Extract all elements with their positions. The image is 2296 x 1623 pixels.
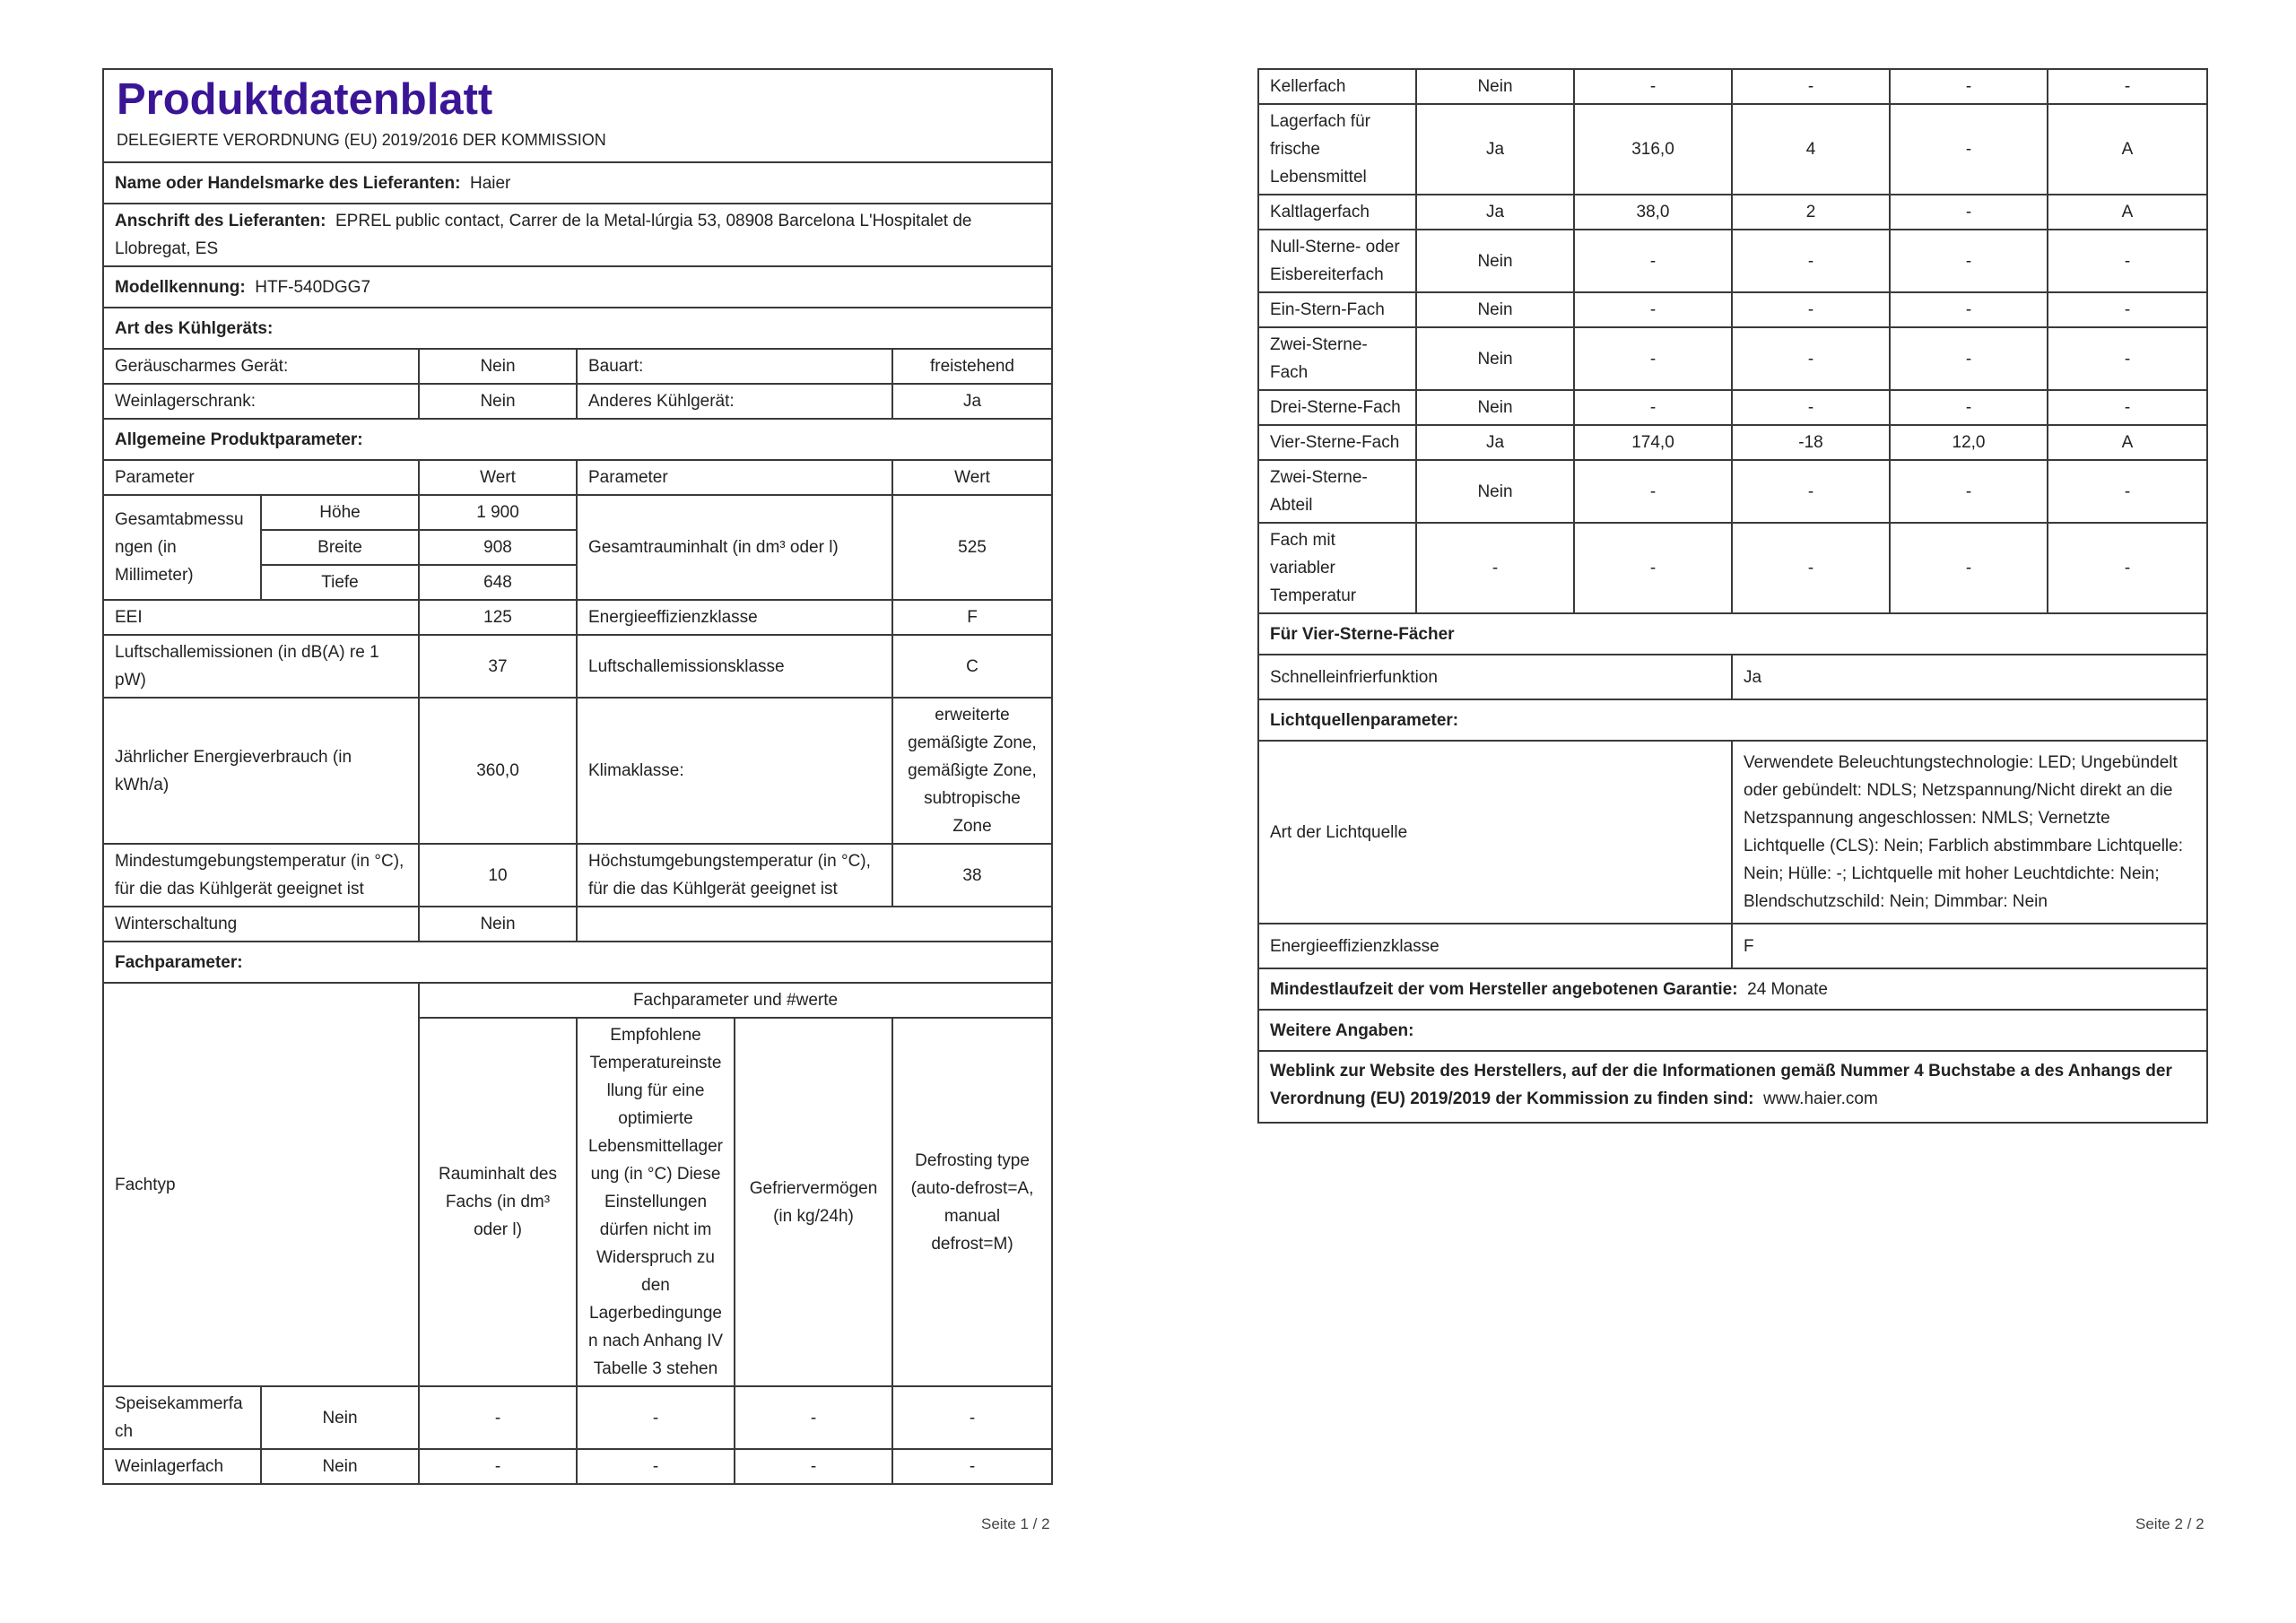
compartment-temp: - [1732,327,1890,390]
light-type-value: Verwendete Beleuchtungstechnologie: LED; Ungebündelt oder gebündelt: NDLS; Netzspannung/Nicht direkt an die Netzspannung angeschlossen: NMLS; Vernetzte Lichtquelle (CLS): Nein; Farblich abstimmbare Lichtquelle: Nein; Hülle: -; Lichtquelle mit hoher Leuchtdichte: Nein; Blendschutzschild: Nein; Dimmbar: Nein [1732,741,2207,924]
min-temp-label: Mindestumgebungstemperatur (in °C), für die das Kühlgerät geeignet ist [103,844,419,907]
compartment-temp: - [1732,69,1890,104]
warranty-row [1258,968,2207,1010]
compartment-temp: 4 [1732,104,1890,195]
compartment-volume: 174,0 [1574,425,1732,460]
compartment-name: Kaltlagerfach [1258,195,1416,230]
address-row [103,204,1052,266]
supplier-value: Haier [469,173,511,193]
energy-consumption-label: Jährlicher Energieverbrauch (in kWh/a) [103,698,419,844]
climate-class-label: Klimaklasse: [577,698,892,844]
datasheet-table-page-1 [102,68,1053,1485]
compartment-temp: - [1732,230,1890,292]
header-cell [103,69,1052,162]
compartment-defrost: - [2048,69,2207,104]
noise-class-label: Luftschallemissionsklasse [577,635,892,698]
compartment-volume: - [1574,69,1732,104]
compartment-defrost: - [2048,523,2207,613]
table-row [1258,69,2207,104]
min-temp-value: 10 [419,844,577,907]
compartment-volume: - [419,1386,577,1449]
compartment-freeze: - [1890,195,2048,230]
width-value: 908 [419,530,577,565]
warranty-label: Mindestlaufzeit der vom Hersteller angebotenen Garantie: [1270,979,1738,999]
climate-class-value: erweiterte gemäßigte Zone, gemäßigte Zone, subtropische Zone [892,698,1052,844]
compartment-group-header: Fachparameter und #werte [419,983,1052,1018]
table-row [1258,523,2207,613]
type-value: Nein [419,349,577,384]
type-value: freistehend [892,349,1052,384]
compartment-present: Ja [1416,104,1574,195]
compartment-volume: - [1574,230,1732,292]
compartment-volume: - [1574,390,1732,425]
supplier-label: Name oder Handelsmarke des Lieferanten: [115,173,461,193]
compartment-temp: - [1732,390,1890,425]
compartment-name: Null-Sterne- oder Eisbereiterfach [1258,230,1416,292]
defrost-type-header: Defrosting type (auto-defrost=A, manual defrost=M) [892,1018,1052,1386]
compartment-name: Zwei-Sterne-Abteil [1258,460,1416,523]
type-row [103,349,1052,384]
compartment-present: Ja [1416,425,1574,460]
compartment-name: Zwei-Sterne-Fach [1258,327,1416,390]
compartment-name: Weinlagerfach [103,1449,261,1484]
type-value: Nein [419,384,577,419]
warranty-value: 24 Monate [1747,979,1828,999]
compartment-volume: 38,0 [1574,195,1732,230]
compartment-freeze: - [1890,292,2048,327]
energy-consumption-value: 360,0 [419,698,577,844]
model-row [103,266,1052,308]
weblink-value[interactable]: www.haier.com [1763,1089,1878,1108]
compartment-temp: -18 [1732,425,1890,460]
compartment-defrost: A [2048,195,2207,230]
compartment-present: Nein [1416,390,1574,425]
weblink-row [1258,1051,2207,1123]
table-row [1258,230,2207,292]
compartment-present: - [1416,523,1574,613]
height-label: Höhe [261,495,419,530]
compartment-name: Lagerfach für frische Lebensmittel [1258,104,1416,195]
compartment-name: Speisekammerfach [103,1386,261,1449]
compartment-volume: - [1574,523,1732,613]
model-label: Modellkennung: [115,277,246,297]
compartment-name: Drei-Sterne-Fach [1258,390,1416,425]
compartment-volume: - [419,1449,577,1484]
compartment-freeze: - [1890,390,2048,425]
compartment-present: Nein [1416,327,1574,390]
winter-label: Winterschaltung [103,907,419,942]
max-temp-label: Höchstumgebungstemperatur (in °C), für die das Kühlgerät geeignet ist [577,844,892,907]
compartment-freeze: - [735,1386,892,1449]
table-row [103,1386,1052,1449]
compartment-temp: - [1732,292,1890,327]
value-header: Wert [419,460,577,495]
appliance-type-heading: Art des Kühlgeräts: [103,308,1052,349]
light-source-heading: Lichtquellenparameter: [1258,699,2207,741]
quick-freeze-value: Ja [1732,655,2207,699]
compartment-temp: - [577,1449,735,1484]
dimensions-label: Gesamtabmessungen (in Millimeter) [103,495,261,600]
compartment-defrost: A [2048,425,2207,460]
volume-label: Gesamtrauminhalt (in dm³ oder l) [577,495,892,600]
page-2 [1257,68,2206,1124]
compartment-freeze: 12,0 [1890,425,2048,460]
compartment-freeze: - [735,1449,892,1484]
compartment-temp: - [1732,523,1890,613]
four-star-heading: Für Vier-Sterne-Fächer [1258,613,2207,655]
height-value: 1 900 [419,495,577,530]
type-label: Anderes Kühlgerät: [577,384,892,419]
page-number-2: Seite 2 / 2 [2135,1515,2205,1532]
compartment-name: Ein-Stern-Fach [1258,292,1416,327]
compartment-volume: - [1574,327,1732,390]
noise-class-value: C [892,635,1052,698]
compartment-volume: 316,0 [1574,104,1732,195]
compartment-temp: - [577,1386,735,1449]
compartment-defrost: - [892,1386,1052,1449]
compartment-name: Vier-Sterne-Fach [1258,425,1416,460]
empty-cell [577,907,1052,942]
table-row [1258,390,2207,425]
table-row [1258,425,2207,460]
table-row [1258,104,2207,195]
general-params-heading: Allgemeine Produktparameter: [103,419,1052,460]
table-row [1258,327,2207,390]
compartment-freeze: - [1890,230,2048,292]
compartment-present: Nein [1416,69,1574,104]
address-label: Anschrift des Lieferanten: [115,212,326,230]
compartment-freeze: - [1890,523,2048,613]
compartment-defrost: - [2048,292,2207,327]
type-label: Weinlagerschrank: [103,384,419,419]
compartment-freeze: - [1890,460,2048,523]
compartment-present: Nein [1416,460,1574,523]
table-row [1258,195,2207,230]
param-header: Parameter [103,460,419,495]
compartment-present: Nein [261,1449,419,1484]
supplier-row [103,162,1052,204]
compartment-present: Nein [1416,230,1574,292]
light-energy-class-label: Energieeffizienzklasse [1258,924,1732,968]
quick-freeze-label: Schnelleinfrierfunktion [1258,655,1732,699]
compartment-defrost: - [2048,327,2207,390]
param-header: Parameter [577,460,892,495]
max-temp-value: 38 [892,844,1052,907]
compartment-present: Nein [261,1386,419,1449]
compartment-present: Ja [1416,195,1574,230]
page-subtitle: DELEGIERTE VERORDNUNG (EU) 2019/2016 DER KOMMISSION [117,131,606,149]
table-row [1258,460,2207,523]
model-value: HTF-540DGG7 [255,277,371,297]
value-header: Wert [892,460,1052,495]
compartment-defrost: - [2048,230,2207,292]
freezing-capacity-header: Gefriervermögen (in kg/24h) [735,1018,892,1386]
temperature-header: Empfohlene Temperatureinstellung für eine optimierte Lebensmittellagerung (in °C) Diese Einstellungen dürfen nicht im Widerspruch zu den Lagerbedingungen nach Anhang IV Tabelle 3 stehen [577,1018,735,1386]
depth-value: 648 [419,565,577,600]
depth-label: Tiefe [261,565,419,600]
datasheet-table-page-2 [1257,68,2208,1124]
compartment-defrost: - [2048,460,2207,523]
compartment-type-header: Fachtyp [103,983,419,1386]
volume-value: 525 [892,495,1052,600]
compartment-defrost: - [892,1449,1052,1484]
address-value: EPREL public contact, Carrer de la Metal-lúrgia 53, 08908 Barcelona L'Hospitalet de Llobregat, ES [115,212,972,258]
eei-value: 125 [419,600,577,635]
compartment-volume: - [1574,460,1732,523]
weblink-label: Weblink zur Website des Herstellers, auf der die Informationen gemäß Nummer 4 Buchstabe a des Anhangs der Verordnung (EU) 2019/2019 der Kommission zu finden sind: [1270,1062,2172,1108]
compartment-name: Fach mit variabler Temperatur [1258,523,1416,613]
eei-label: EEI [103,600,419,635]
winter-value: Nein [419,907,577,942]
compartment-freeze: - [1890,69,2048,104]
energy-class-value: F [892,600,1052,635]
table-row [103,1449,1052,1484]
compartment-name: Kellerfach [1258,69,1416,104]
compartment-temp: 2 [1732,195,1890,230]
compartment-volume: - [1574,292,1732,327]
light-type-label: Art der Lichtquelle [1258,741,1732,924]
noise-value: 37 [419,635,577,698]
compartment-defrost: - [2048,390,2207,425]
page-number-1: Seite 1 / 2 [981,1515,1050,1532]
type-label: Geräuscharmes Gerät: [103,349,419,384]
page-1 [102,68,1051,1485]
width-label: Breite [261,530,419,565]
table-row [1258,292,2207,327]
compartment-freeze: - [1890,104,2048,195]
compartment-present: Nein [1416,292,1574,327]
page-title: Produktdatenblatt [117,75,493,124]
more-info-heading: Weitere Angaben: [1258,1010,2207,1051]
compartment-defrost: A [2048,104,2207,195]
volume-header: Rauminhalt des Fachs (in dm³ oder l) [419,1018,577,1386]
compartment-temp: - [1732,460,1890,523]
energy-class-label: Energieeffizienzklasse [577,600,892,635]
type-label: Bauart: [577,349,892,384]
type-value: Ja [892,384,1052,419]
noise-label: Luftschallemissionen (in dB(A) re 1 pW) [103,635,419,698]
compartment-freeze: - [1890,327,2048,390]
light-energy-class-value: F [1732,924,2207,968]
compartment-params-heading: Fachparameter: [103,942,1052,983]
type-row [103,384,1052,419]
general-header-row [103,460,1052,495]
